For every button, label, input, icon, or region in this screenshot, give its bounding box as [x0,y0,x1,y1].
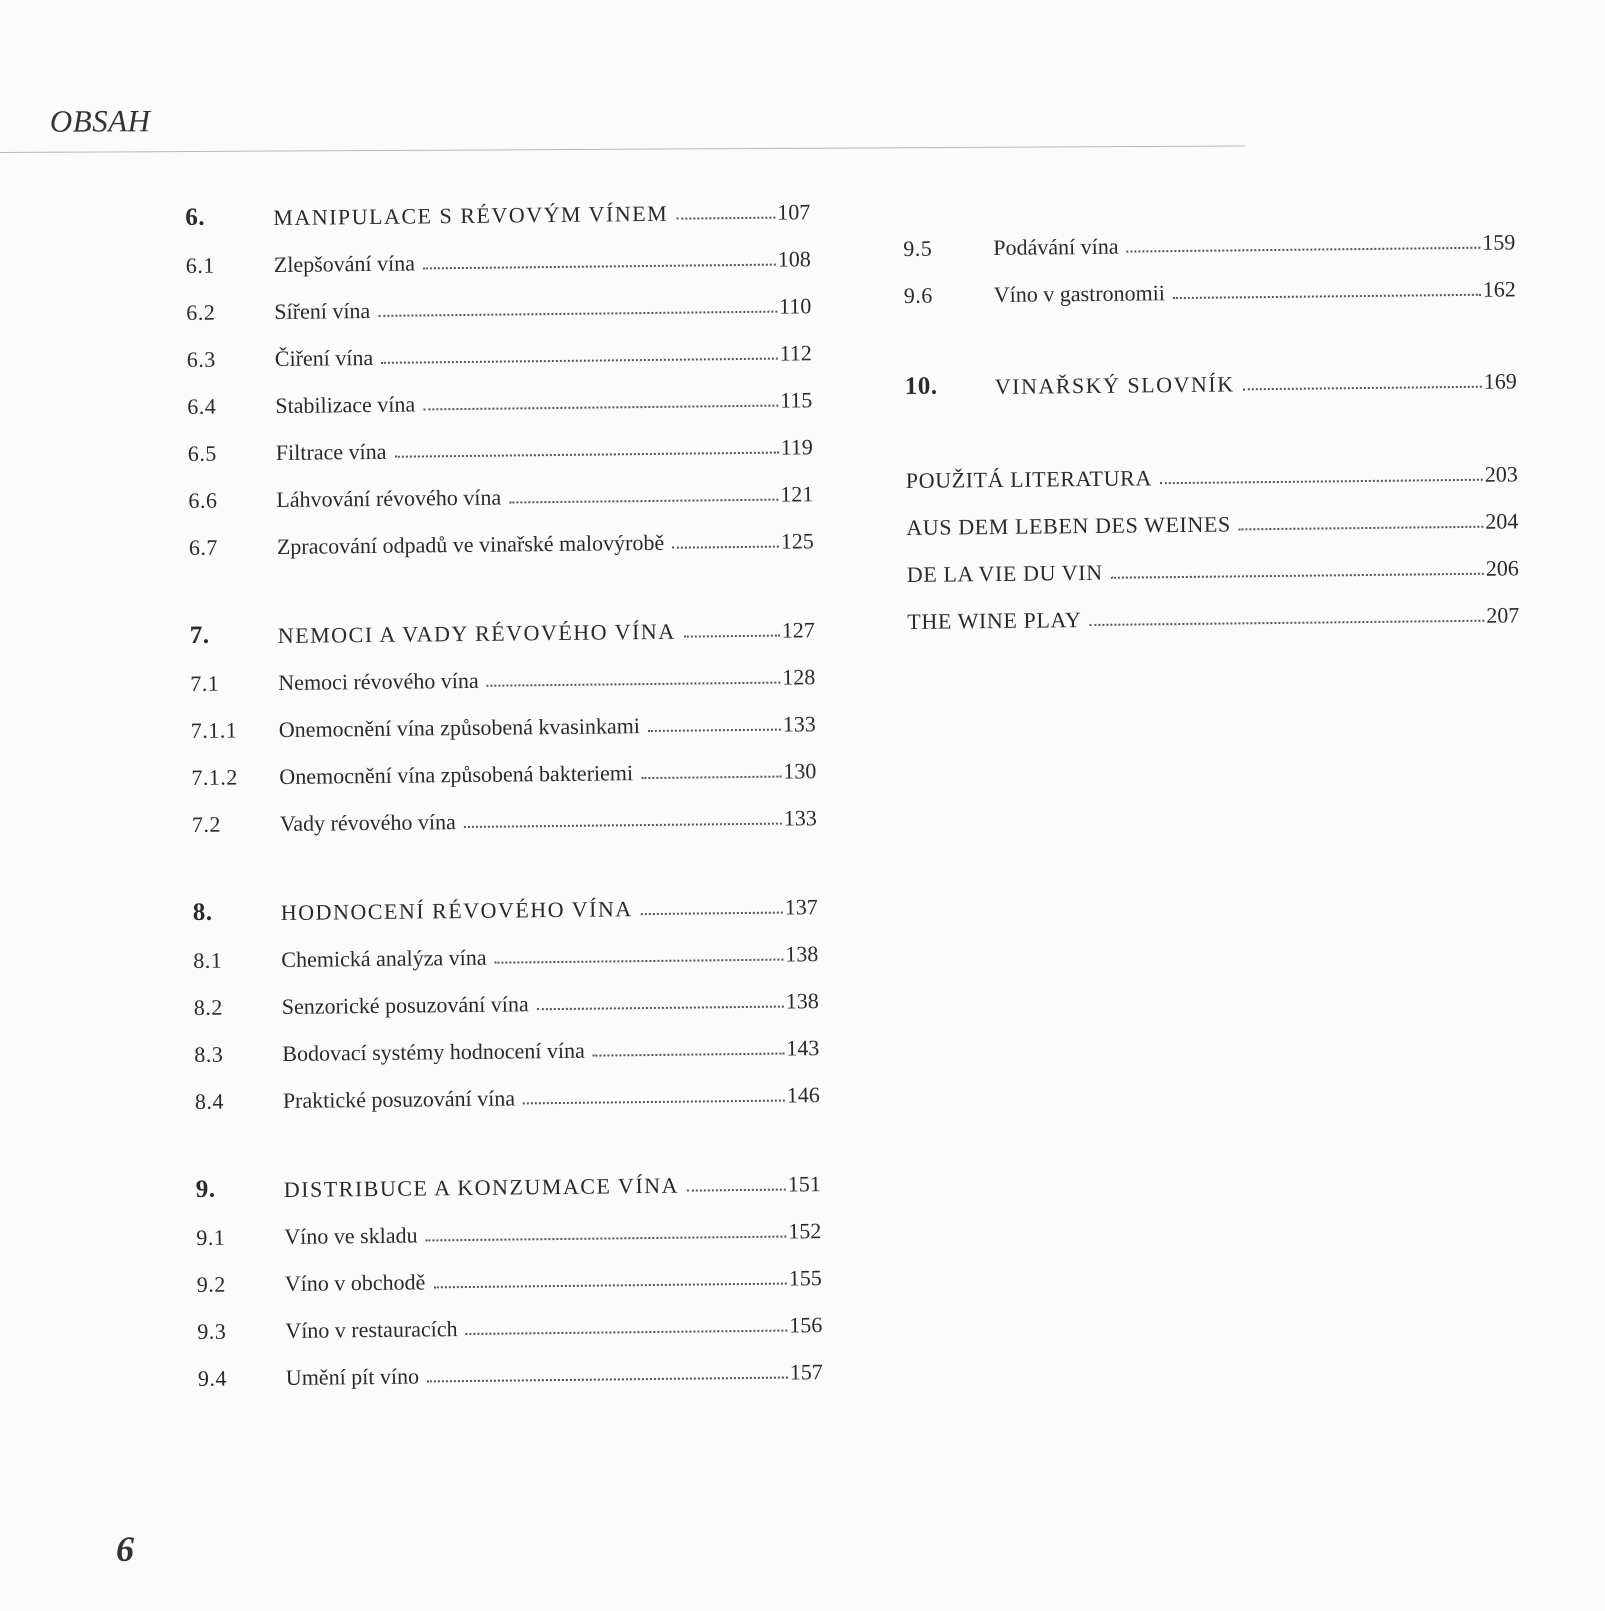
dot-leader [509,499,778,504]
toc-page: 152 [788,1218,822,1244]
toc-title: Síření vína [274,298,371,325]
toc-title: Víno v gastronomii [993,280,1166,308]
toc-entry-7-1[interactable] [190,648,815,695]
toc-title: Zpracování odpadů ve vinařské malovýrobě [276,529,665,560]
toc-number: 6.2 [186,299,216,325]
dot-leader [495,959,784,964]
toc-number: 6.6 [188,487,218,513]
toc-title: AUS DEM LEBEN DES WEINES [906,511,1231,540]
toc-title: DE LA VIE DU VIN [906,559,1103,587]
dot-leader [676,217,775,220]
toc-page: 155 [788,1265,822,1291]
toc-number: 9.2 [196,1271,226,1297]
toc-title: Onemocnění vína způsobená bakteriemi [279,760,634,790]
toc-column-right [903,213,1520,634]
toc-chapter-10[interactable] [905,352,1517,399]
dot-leader [641,912,783,916]
toc-page: 130 [783,758,817,784]
toc-entry-6-5[interactable] [188,418,813,465]
toc-title: Víno ve skladu [284,1222,418,1249]
toc-page: 108 [777,246,811,272]
toc-number: 7. [189,621,210,649]
toc-chapter-6[interactable] [185,183,810,230]
toc-title: Onemocnění vína způsobená kvasinkami [278,713,641,743]
toc-title: Chemická analýza vína [281,944,487,973]
toc-page: 112 [779,340,812,366]
toc-page: 146 [786,1082,820,1108]
dot-leader [641,776,781,780]
toc-page: 207 [1486,602,1520,628]
toc-entry-6-1[interactable] [186,230,811,277]
dot-leader [687,1189,786,1192]
toc-number: 7.2 [191,811,221,837]
toc-entry-6-4[interactable] [187,371,812,418]
toc-entry-aus-dem-leben[interactable] [906,492,1518,539]
toc-page: 119 [780,434,813,460]
toc-entry-6-7[interactable] [189,512,814,559]
toc-entry-8-2[interactable] [194,972,819,1019]
toc-chapter-8[interactable] [193,878,818,925]
dot-leader [1173,294,1481,299]
toc-page: 137 [784,894,818,920]
toc-page: 125 [780,528,814,554]
toc-number: 9.5 [903,235,933,261]
toc-page: 121 [780,481,814,507]
dot-leader [423,405,778,411]
page-title: OBSAH [49,103,151,139]
toc-entry-9-3[interactable] [197,1296,822,1343]
toc-title: Umění pít víno [285,1363,420,1390]
toc-page: 204 [1485,508,1519,534]
toc-entry-de-la-vie[interactable] [907,539,1519,586]
toc-title: Stabilizace vína [275,391,416,419]
toc-title: Filtrace vína [275,438,387,466]
toc-title: POUŽITÁ LITERATURA [905,465,1153,493]
toc-page: 159 [1482,229,1516,255]
toc-number: 7.1 [190,670,220,696]
toc-page: 143 [786,1035,820,1061]
toc-page: 107 [777,199,811,225]
toc-title: Podávání vína [993,233,1119,261]
toc-number: 6.4 [187,393,217,419]
toc-page: 156 [789,1312,823,1338]
dot-leader [464,823,782,828]
dot-leader [423,264,776,270]
toc-title: NEMOCI A VADY RÉVOVÉHO VÍNA [277,618,676,649]
toc-title: VINAŘSKÝ SLOVNÍK [994,371,1235,400]
toc-title: Bodovací systémy hodnocení vína [282,1037,585,1066]
toc-page: 127 [781,617,815,643]
toc-number: 8.3 [194,1041,224,1067]
toc-entry-6-6[interactable] [188,465,813,512]
dot-leader [684,635,780,638]
toc-number: 8.4 [194,1088,224,1114]
toc-entry-7-1-1[interactable] [191,695,816,742]
dot-leader [1160,479,1483,484]
toc-column-left [185,183,823,1391]
toc-entry-9-6[interactable] [904,260,1516,307]
dot-leader [433,1283,786,1289]
toc-title: Praktické posuzování vína [282,1085,516,1113]
toc-number: 9.3 [197,1318,227,1344]
toc-page: 151 [787,1171,821,1197]
toc-title: HODNOCENÍ RÉVOVÉHO VÍNA [280,896,633,926]
page-header [0,93,1245,153]
dot-leader [1243,386,1482,391]
dot-leader [466,1330,788,1335]
toc-number: 9.6 [903,282,933,308]
toc-title: Víno v restauracích [285,1316,458,1343]
toc-page: 157 [789,1359,823,1385]
toc-page: 169 [1483,368,1517,394]
toc-entry-8-3[interactable] [194,1019,819,1066]
toc-page: 133 [783,805,817,831]
toc-number: 9.1 [196,1224,226,1250]
toc-title: Senzorické posuzování vína [281,991,529,1019]
toc-page: 133 [782,711,816,737]
dot-leader [523,1100,785,1105]
toc-page: 110 [778,293,812,319]
toc-entry-9-4[interactable] [198,1343,823,1390]
toc-number: 9.4 [197,1365,227,1391]
toc-title: MANIPULACE S RÉVOVÝM VÍNEM [273,200,669,231]
toc-title: Nemoci révového vína [278,667,479,696]
toc-title: Zlepšování vína [273,250,416,278]
dot-leader [1239,526,1484,531]
dot-leader [426,1236,787,1242]
toc-number: 8.1 [193,947,223,973]
toc-title: Čiření vína [274,344,374,372]
toc-page: 162 [1482,276,1516,302]
toc-number: 6.1 [185,252,215,278]
toc-entry-literatura[interactable] [906,445,1518,492]
toc-number: 10. [904,372,938,400]
dot-leader [537,1006,784,1011]
toc-entry-wine-play[interactable] [907,586,1519,633]
dot-leader [394,452,778,458]
toc-title: THE WINE PLAY [907,607,1082,634]
dot-leader [378,311,777,317]
dot-leader [487,682,781,687]
toc-page: 138 [785,988,819,1014]
dot-leader [381,358,777,364]
toc-number: 6. [185,203,206,231]
toc-title: Vady révového vína [279,809,456,837]
toc-title: Láhvování révového vína [276,484,502,513]
dot-leader [1089,620,1484,626]
toc-entry-6-3[interactable] [187,324,812,371]
toc-number: 8. [192,898,213,926]
toc-chapter-9[interactable] [196,1155,821,1202]
dot-leader [1127,247,1481,253]
toc-entry-7-1-2[interactable] [191,742,816,789]
toc-page: 138 [785,941,819,967]
dot-leader [427,1377,788,1383]
toc-entry-9-1[interactable] [196,1202,821,1249]
toc-number: 6.7 [188,534,219,560]
toc-chapter-7[interactable] [190,601,815,648]
dot-leader [1111,573,1484,579]
toc-entry-8-1[interactable] [193,925,818,972]
toc-page: 206 [1485,555,1519,581]
toc-number: 8.2 [193,994,223,1020]
toc-title: DISTRIBUCE A KONZUMACE VÍNA [283,1172,680,1202]
toc-entry-9-5[interactable] [903,213,1515,260]
page-number: 6 [116,1529,134,1569]
dot-leader [672,546,779,549]
toc-entry-6-2[interactable] [186,277,811,324]
toc-page: 115 [779,387,813,413]
toc-entry-9-2[interactable] [197,1249,822,1296]
toc-number: 6.3 [186,346,216,372]
dot-leader [593,1053,785,1057]
toc-page: 203 [1484,461,1518,487]
toc-number: 9. [195,1175,216,1203]
toc-page: 128 [782,664,816,690]
toc-number: 7.1.2 [191,764,238,790]
toc-entry-7-2[interactable] [192,789,817,836]
toc-title: Víno v obchodě [284,1269,426,1296]
toc-number: 6.5 [187,440,217,466]
toc-number: 7.1.1 [190,717,238,743]
toc-entry-8-4[interactable] [195,1066,820,1113]
dot-leader [648,729,781,732]
